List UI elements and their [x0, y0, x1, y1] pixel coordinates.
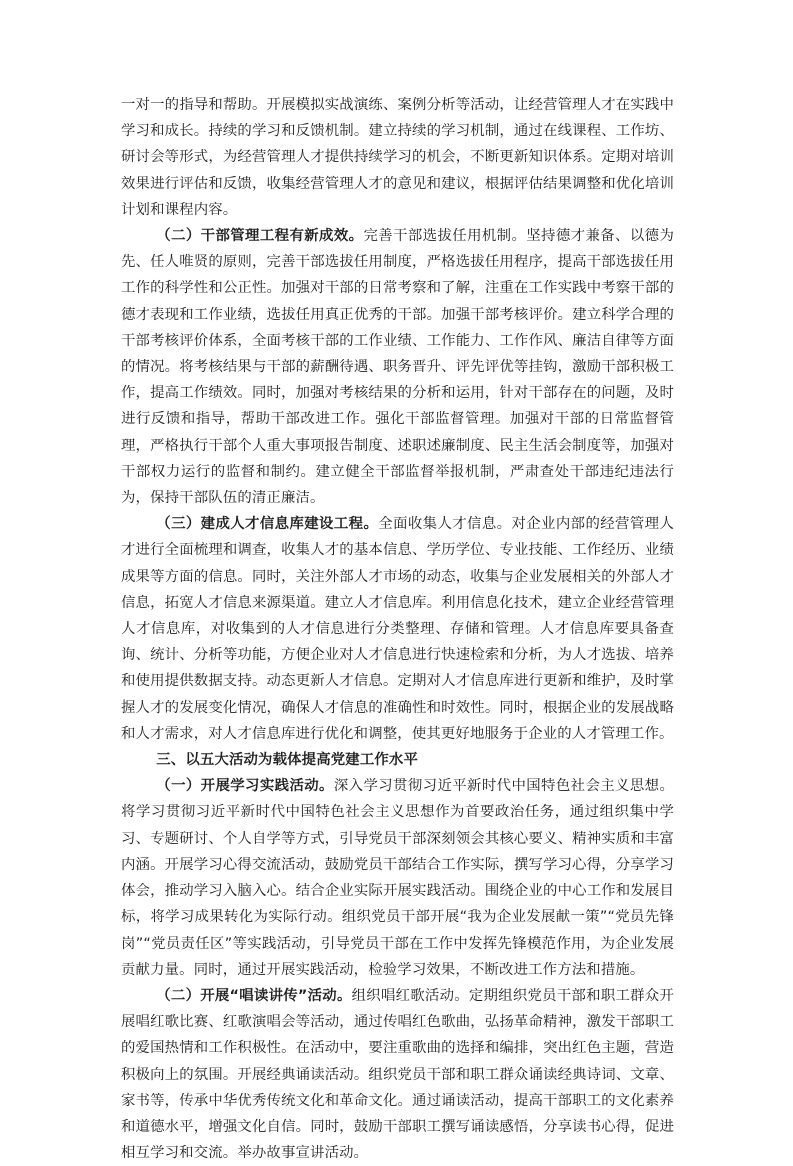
document-body	[121, 92, 674, 1166]
paragraph-talent-database	[121, 511, 674, 747]
paragraph-text: 组织唱红歌活动。定期组织党员干部和职工群众开展唱红歌比赛、红歌演唱会等活动，通过传唱红色歌曲，弘扬革命精神，激发干部职工的爱国热情和工作积极性。在活动中，要注重歌曲的选择和编排，突出红色主题，营造积极向上的氛围。开展经典诵读活动。组织党员干部和职工群众诵读经典诗词、文章、家书等，传承中华优秀传统文化和革命文化。通过诵读活动，提高干部职工的文化素养和道德水平，增强文化自信。同时，鼓励干部职工撰写诵读感悟，分享读书心得，促进相互学习和交流。举办故事宣讲活动。	[121, 987, 674, 1162]
paragraph-cadre-management	[121, 223, 674, 511]
paragraph-sing-read-tell	[121, 983, 674, 1166]
paragraph-text: 深入学习贯彻习近平新时代中国特色社会主义思想。将学习贯彻习近平新时代中国特色社会主义思想作为首要政治任务，通过组织集中学习、专题研讨、个人自学等方式，引导党员干部深刻领会其核心要义、精神实质和丰富内涵。开展学习心得交流活动，鼓励党员干部结合工作实际，撰写学习心得，分享学习体会，推动学习入脑入心。结合企业实际开展实践活动。围绕企业的中心工作和发展目标，将学习成果转化为实际行动。组织党员干部开展“我为企业发展献一策”“党员先锋岗”“党员责任区”等实践活动，引导党员干部在工作中发挥先锋模范作用，为企业发展贡献力量。同时，通过开展实践活动，检验学习效果，不断改进工作方法和措施。	[121, 778, 674, 978]
paragraph-lead: （二）干部管理工程有新成效。	[156, 228, 364, 245]
paragraph-text: 全面收集人才信息。对企业内部的经营管理人才进行全面梳理和调查，收集人才的基本信息、学历学位、专业技能、工作经历、业绩成果等方面的信息。同时，关注外部人才市场的动态，收集与企业发展相关的外部人才信息，拓宽人才信息来源渠道。建立人才信息库。利用信息化技术，建立企业经营管理人才信息库，对收集到的人才信息进行分类整理、存储和管理。人才信息库要具备查询、统计、分析等功能，方便企业对人才信息进行快速检索和分析，为人才选拔、培养和使用提供数据支持。动态更新人才信息。定期对人才信息库进行更新和维护，及时掌握人才的发展变化情况，确保人才信息的准确性和时效性。同时，根据企业的发展战略和人才需求，对人才信息库进行优化和调整，使其更好地服务于企业的人才管理工作。	[121, 516, 674, 742]
section-heading	[121, 747, 674, 773]
paragraph-text: 一对一的指导和帮助。开展模拟实战演练、案例分析等活动，让经营管理人才在实践中学习和成长。持续的学习和反馈机制。建立持续的学习机制，通过在线课程、工作坊、研讨会等形式，为经营管理人才提供持续学习的机会，不断更新知识体系。定期对培训效果进行评估和反馈，收集经营管理人才的意见和建议，根据评估结果调整和优化培训计划和课程内容。	[121, 97, 674, 218]
paragraph-study-practice	[121, 773, 674, 983]
paragraph-training-feedback	[121, 92, 674, 223]
paragraph-lead: （二）开展“唱读讲传”活动。	[156, 987, 352, 1004]
paragraph-text: 完善干部选拔任用机制。坚持德才兼备、以德为先、任人唯贤的原则，完善干部选拔任用制度，严格选拔任用程序，提高干部选拔任用工作的科学性和公正性。加强对干部的日常考察和了解，注重在工作实践中考察干部的德才表现和工作业绩，选拔任用真正优秀的干部。加强干部考核评价。建立科学合理的干部考核评价体系，全面考核干部的工作业绩、工作能力、工作作风、廉洁自律等方面的情况。将考核结果与干部的薪酬待遇、职务晋升、评先评优等挂钩，激励干部积极工作，提高工作绩效。同时，加强对考核结果的分析和运用，针对干部存在的问题，及时进行反馈和指导，帮助干部改进工作。强化干部监督管理。加强对干部的日常监督管理，严格执行干部个人重大事项报告制度、述职述廉制度、民主生活会制度等，加强对干部权力运行的监督和制约。建立健全干部监督举报机制，严肃查处干部违纪违法行为，保持干部队伍的清正廉洁。	[121, 228, 674, 507]
section-heading-text: 三、以五大活动为载体提高党建工作水平	[156, 752, 418, 769]
paragraph-lead: （三）建成人才信息库建设工程。	[156, 516, 379, 533]
paragraph-lead: （一）开展学习实践活动。	[156, 778, 334, 795]
